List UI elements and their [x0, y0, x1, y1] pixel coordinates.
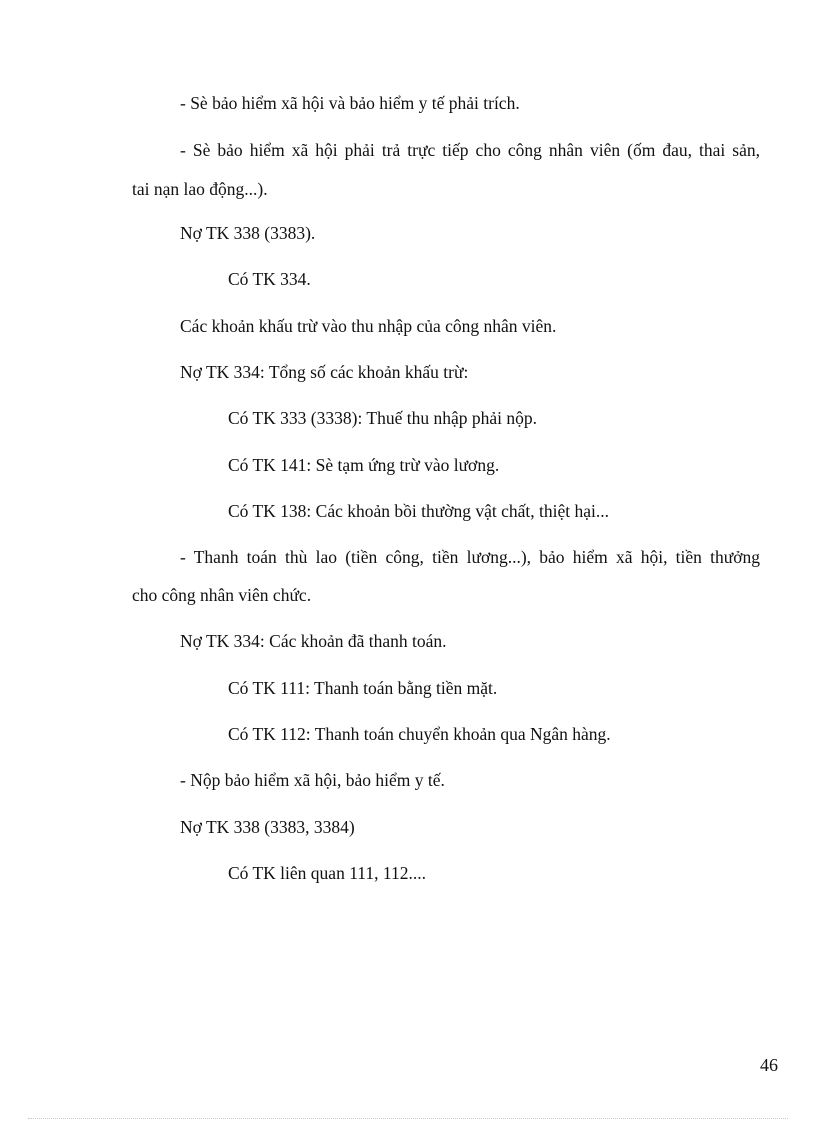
- credit-line: Có TK 334.: [228, 269, 311, 289]
- debit-line: Nợ TK 334: Tổng số các khoản khấu trừ:: [180, 362, 469, 382]
- bullet-line-insurance-payment: - Nộp bảo hiểm xã hội, bảo hiểm y tế.: [180, 770, 445, 790]
- debit-line: Nợ TK 334: Các khoản đã thanh toán.: [180, 631, 447, 651]
- debit-line: Nợ TK 338 (3383, 3384): [180, 817, 355, 837]
- credit-line: Có TK 138: Các khoản bồi thường vật chất, thiệt hại...: [228, 501, 609, 521]
- text-line-continuation: tai nạn lao động...).: [132, 179, 268, 199]
- credit-line: Có TK 112: Thanh toán chuyển khoản qua Ngân hàng.: [228, 724, 611, 744]
- credit-line: Có TK 333 (3338): Thuế thu nhập phải nộp.: [228, 408, 537, 428]
- page-number: 46: [760, 1055, 778, 1075]
- bullet-line-social-insurance-deduction: - Sè bảo hiểm xã hội và bảo hiểm y tế phải trích.: [180, 93, 520, 113]
- credit-line: Có TK liên quan 111, 112....: [228, 863, 426, 883]
- text-line-continuation: cho công nhân viên chức.: [132, 585, 312, 605]
- bullet-line-direct-payment: - Sè bảo hiểm xã hội phải trả trực tiếp cho công nhân viên (ốm đau, thai sản,: [180, 140, 760, 160]
- credit-line: Có TK 141: Sè tạm ứng trừ vào lương.: [228, 455, 500, 475]
- credit-line: Có TK 111: Thanh toán bằng tiền mặt.: [228, 678, 498, 698]
- footer-divider: [28, 1118, 788, 1119]
- debit-line: Nợ TK 338 (3383).: [180, 223, 316, 243]
- bullet-line-payment: - Thanh toán thù lao (tiền công, tiền lương...), bảo hiểm xã hội, tiền thưởng: [180, 547, 760, 567]
- text-line: Các khoản khấu trừ vào thu nhập của công nhân viên.: [180, 316, 557, 336]
